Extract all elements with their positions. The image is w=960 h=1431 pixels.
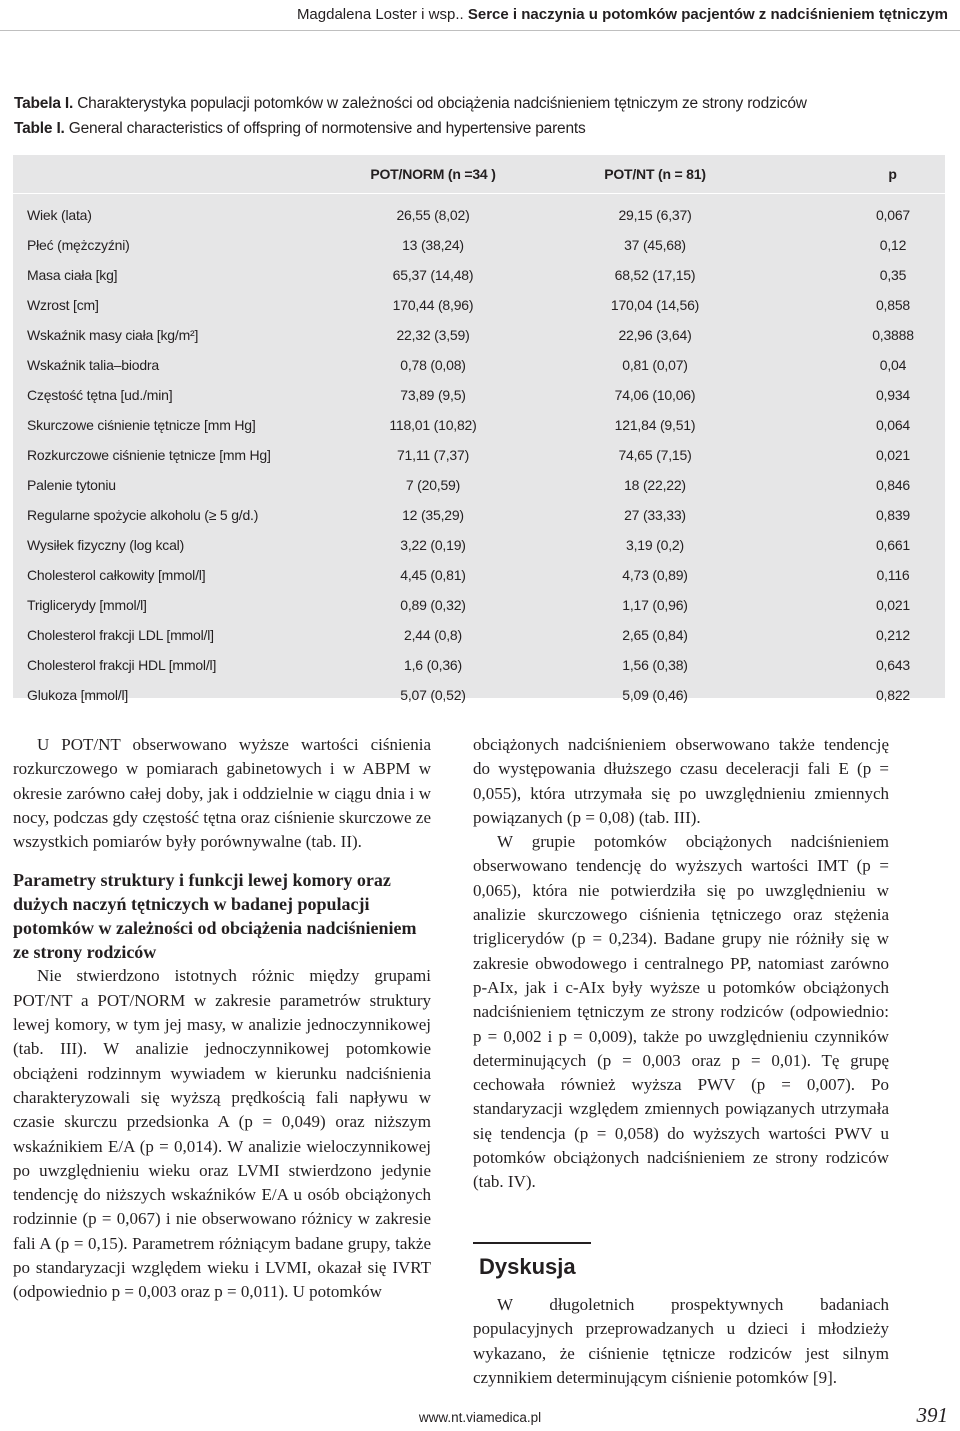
table-caption-pl <box>14 91 807 116</box>
table-body <box>13 194 945 711</box>
table-row-label: Wiek (lata) <box>27 207 92 223</box>
table-cell: 1,56 (0,38) <box>622 657 688 673</box>
table-caption-pl-text: Charakterystyka populacji potomków w zależności od obciążenia nadciśnieniem tętniczym ze strony rodziców <box>77 95 807 112</box>
table-row <box>13 590 945 620</box>
table-cell: 65,37 (14,48) <box>392 267 474 283</box>
table-cell: 0,04 <box>879 357 907 373</box>
table-cell: 0,934 <box>875 387 911 403</box>
right-column <box>473 733 889 1195</box>
header-title: Serce i naczynia u potomków pacjentów z nadciśnieniem tętniczym <box>467 6 948 23</box>
table-cell: 27 (33,33) <box>624 507 686 523</box>
table-row <box>13 194 945 231</box>
left-column <box>13 733 431 1305</box>
table-caption <box>14 91 807 141</box>
table-row <box>13 620 945 650</box>
table-row-label: Wskaźnik masy ciała [kg/m²] <box>27 327 199 343</box>
table-cell: 0,3888 <box>872 327 914 343</box>
right-paragraph-2: W grupie potomków obciążonych nadciśnieniem obserwowano tendencję do wyższych wartości IMT (p = 0,065), która nie potwierdziła się po uwzględnieniu w analizie skurczowego ciśnienia tętniczego oraz stężenia triglicerydów (p = 0,234). Badane grupy nie różniły się w zakresie obwodowego i centralnego PP, natomiast zarówno p-AIx, jak i c-AIx były wyższe u potomków obciążonych nadciśnieniem tętniczym ze strony rodziców (odpowiednio: p = 0,002 i p = 0,009), także po uwzględnieniu czynników determinujących (p = 0,003 oraz p = 0,01). Tę grupę cechowała również wyższa PWV (p = 0,007). Po standaryzacji względem zmiennych powiązanych utrzymała się tendencja (p = 0,058) do wyższych wartości PWV u potomków obciążonych nadciśnieniem ze strony rodziców (tab. IV). <box>473 832 889 1192</box>
table-row-label: Cholesterol całkowity [mmol/l] <box>27 567 206 583</box>
section-heading-discussion: Dyskusja <box>473 1242 591 1284</box>
table-row <box>13 500 945 530</box>
table-cell: 0,067 <box>875 207 911 223</box>
table-row <box>13 320 945 350</box>
footer-url: www.nt.viamedica.pl <box>418 1410 542 1425</box>
table-row <box>13 410 945 440</box>
table-row <box>13 230 945 260</box>
table-cell: 26,55 (8,02) <box>396 207 470 223</box>
table-cell: 3,22 (0,19) <box>400 537 466 553</box>
table-cell: 0,858 <box>875 297 911 313</box>
table-cell: 0,822 <box>875 687 911 703</box>
table-cell: 5,09 (0,46) <box>622 687 688 703</box>
table-row-label: Cholesterol frakcji LDL [mmol/l] <box>27 627 214 643</box>
table-row-label: Glukoza [mmol/l] <box>27 687 129 703</box>
table-row-label: Skurczowe ciśnienie tętnicze [mm Hg] <box>27 417 256 433</box>
table-cell: 121,84 (9,51) <box>614 417 696 433</box>
table-cell: 118,01 (10,82) <box>389 417 477 433</box>
table-cell: 74,06 (10,06) <box>614 387 696 403</box>
table-cell: 12 (35,29) <box>402 507 464 523</box>
header-rule <box>0 30 960 31</box>
table-row <box>13 440 945 470</box>
table-row-label: Wysiłek fizyczny (log kcal) <box>27 537 185 553</box>
table-header-row <box>13 155 945 194</box>
table-cell: 2,44 (0,8) <box>404 627 462 643</box>
table-header-cell <box>13 155 337 194</box>
table-row-label: Częstość tętna [ud./min] <box>27 387 173 403</box>
table-row <box>13 380 945 410</box>
right-paragraph-1: obciążonych nadciśnieniem obserwowano także tendencję do występowania dłuższego czasu deceleracji fali E (p = 0,055), która utrzymała się po uwzględnieniu zmiennych powiązanych (p = 0,08) (tab. III). <box>473 735 889 827</box>
table-row <box>13 350 945 380</box>
table-cell: 0,839 <box>875 507 911 523</box>
table-row <box>13 290 945 320</box>
table-cell: 4,73 (0,89) <box>622 567 688 583</box>
table-cell: 0,12 <box>879 237 907 253</box>
table-row-label: Regularne spożycie alkoholu (≥ 5 g/d.) <box>27 507 259 523</box>
table-cell: 5,07 (0,52) <box>400 687 466 703</box>
table-cell: 0,021 <box>875 447 911 463</box>
table-cell: 3,19 (0,2) <box>626 537 684 553</box>
table-cell: 74,65 (7,15) <box>618 447 692 463</box>
table-cell: 68,52 (17,15) <box>614 267 696 283</box>
table-cell: 170,04 (14,56) <box>610 297 700 313</box>
table-caption-pl-label: Tabela I. <box>14 95 74 112</box>
table-cell: 0,116 <box>876 567 910 583</box>
table-row <box>13 650 945 680</box>
table-cell: 22,96 (3,64) <box>618 327 692 343</box>
page-number: 391 <box>916 1403 948 1427</box>
table-row <box>13 680 945 710</box>
table-cell: 0,064 <box>875 417 911 433</box>
characteristics-table <box>13 155 945 710</box>
table-cell: 0,35 <box>879 267 907 283</box>
table-row <box>13 470 945 500</box>
table-cell: 29,15 (6,37) <box>618 207 692 223</box>
table-row <box>13 260 945 290</box>
table-row-label: Cholesterol frakcji HDL [mmol/l] <box>27 657 217 673</box>
table-row-label: Triglicerydy [mmol/l] <box>27 597 147 613</box>
header-separator: . <box>459 6 468 23</box>
running-header <box>297 6 948 23</box>
table-cell: 2,65 (0,84) <box>622 627 688 643</box>
table-cell: 0,89 (0,32) <box>400 597 466 613</box>
table-row-label: Rozkurczowe ciśnienie tętnicze [mm Hg] <box>27 447 271 463</box>
table-caption-en-label: Table I. <box>14 120 65 137</box>
table-cell: 0,661 <box>875 537 911 553</box>
table-cell: 37 (45,68) <box>624 237 686 253</box>
table-header-cell: POT/NT (n = 81) <box>529 155 781 194</box>
left-subheading: Parametry struktury i funkcji lewej komory oraz dużych naczyń tętniczych w badanej populacji potomków w zależności od obciążenia nadciśnieniem ze strony rodziców <box>13 870 417 963</box>
table-row-label: Wskaźnik talia–biodra <box>27 357 159 373</box>
table-cell: 1,6 (0,36) <box>404 657 462 673</box>
table-row <box>13 530 945 560</box>
table-cell: 18 (22,22) <box>624 477 686 493</box>
table-row-label: Płeć (mężczyźni) <box>27 237 130 253</box>
table-caption-en-text: General characteristics of offspring of normotensive and hypertensive parents <box>68 120 586 137</box>
right-paragraph-3: W długoletnich prospektywnych badaniach populacyjnych przeprowadzanych u dzieci i młodzieży wykazano, że ciśnienie tętnicze rodziców jest silnym czynnikiem determinującym ciśnienie potomków [9]. <box>473 1295 889 1387</box>
table-cell: 170,44 (8,96) <box>392 297 474 313</box>
table-cell: 0,78 (0,08) <box>400 357 466 373</box>
table-cell: 0,021 <box>875 597 911 613</box>
header-authors: Magdalena Loster i wsp. <box>296 6 460 23</box>
left-paragraph-1: U POT/NT obserwowano wyższe wartości ciśnienia rozkurczowego w pomiarach gabinetowych i w ABPM w okresie zarówno całej doby, jak i oddzielnie w ciągu dnia i w nocy, podczas gdy częstość tętna oraz ciśnienie skurczowe ze wszystkich pomiarów były porównywalne (tab. II). <box>13 735 431 852</box>
table-row-label: Wzrost [cm] <box>27 297 99 313</box>
table-caption-en <box>14 116 807 141</box>
table-row-label: Masa ciała [kg] <box>27 267 118 283</box>
table-header-cell: p <box>781 155 945 194</box>
table-cell: 7 (20,59) <box>405 477 461 493</box>
left-paragraph-2: Nie stwierdzono istotnych różnic między grupami POT/NT a POT/NORM w zakresie parametrów struktury lewej komory, w tym jej masy, w analizie jednoczynnikowej (tab. III). W analizie jednoczynnikowej potomkowie obciążeni rodzinnym wywiadem w kierunku nadciśnienia charakteryzowali się wyższą prędkością fali napływu w czasie skurczu przedsionka A (p = 0,049) oraz niższym wskaźnikiem E/A (p = 0,014). W analizie wieloczynnikowej po uwzględnieniu wieku oraz LVMI stwierdzono jedynie tendencję do niższych wskaźników E/A u osób obciążonych rodzinnie (p = 0,067) i nie obserwowano różnicy w zakresie fali A (p = 0,15). Parametrem różniącym badane grupy, także po standaryzacji względem wieku i LVMI, okazał się IVRT (odpowiednio p = 0,003 oraz p = 0,011). U potomków <box>13 966 431 1302</box>
table-cell: 22,32 (3,59) <box>396 327 470 343</box>
table-cell: 71,11 (7,37) <box>396 447 470 463</box>
table-cell: 4,45 (0,81) <box>400 567 466 583</box>
table-cell: 1,17 (0,96) <box>622 597 688 613</box>
table-cell: 0,212 <box>875 627 911 643</box>
table-cell: 0,846 <box>875 477 911 493</box>
table-header-cell: POT/NORM (n =34 ) <box>337 155 529 194</box>
table-cell: 13 (38,24) <box>402 237 464 253</box>
table-cell: 73,89 (9,5) <box>400 387 466 403</box>
table-cell: 0,643 <box>875 657 911 673</box>
right-column-discussion <box>473 1293 889 1390</box>
table-cell: 0,81 (0,07) <box>622 357 688 373</box>
table-row-label: Palenie tytoniu <box>27 477 116 493</box>
table-row <box>13 560 945 590</box>
